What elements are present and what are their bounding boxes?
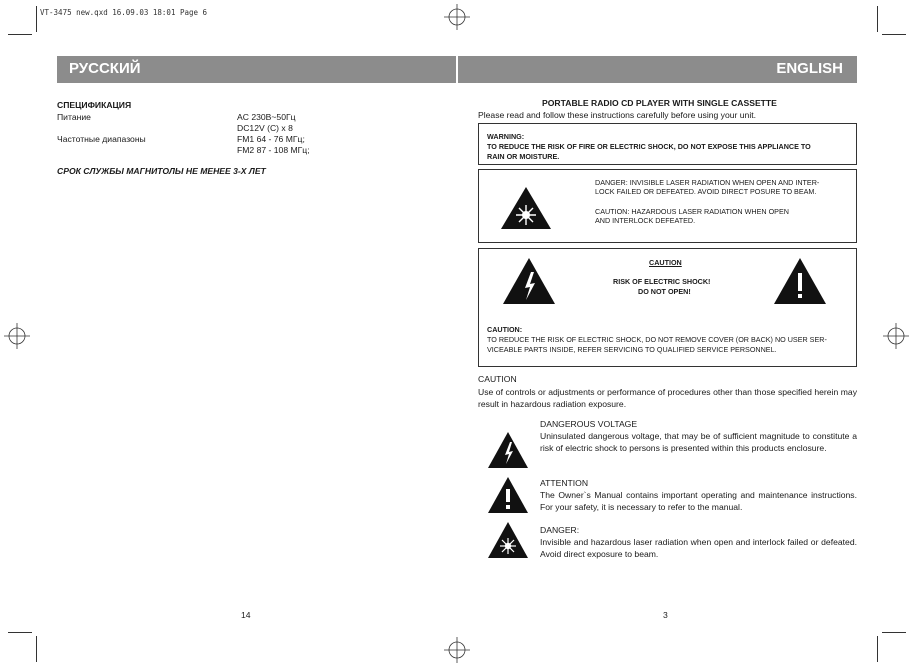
crop-mark — [882, 632, 906, 633]
lightning-triangle-icon — [501, 256, 557, 306]
exclamation-triangle-icon — [772, 256, 828, 306]
warning-title: WARNING: — [487, 132, 525, 141]
fm1-value: FM1 64 - 76 МГц; — [237, 134, 305, 144]
file-header: VT-3475 new.qxd 16.09.03 18:01 Page 6 — [40, 8, 208, 17]
symbol-title-danger: DANGER: — [540, 525, 580, 535]
laser-triangle-icon — [499, 185, 553, 231]
crop-mark — [882, 34, 906, 35]
warning-text-line2: RAIN OR MOISTURE. — [487, 152, 560, 161]
caution-title: CAUTION — [649, 258, 682, 267]
symbol-text-danger: Invisible and hazardous laser radiation when open and interlock failed or defeated. Avoid direct exposure to beam. — [540, 537, 857, 559]
left-page-number: 14 — [241, 610, 251, 620]
laser-triangle-icon — [486, 520, 530, 560]
left-header-title: РУССКИЙ — [69, 60, 141, 77]
left-header-bar — [57, 56, 456, 83]
lightning-triangle-icon — [486, 430, 530, 470]
warning-text-line1: TO REDUCE THE RISK OF FIRE OR ELECTRIC SHOCK, DO NOT EXPOSE THIS APPLIANCE TO — [487, 142, 811, 151]
symbol-text-voltage: Uninsulated dangerous voltage, that may be of sufficient magnitude to constitute a risk of electric shock to persons is presented within this products enclosure. — [540, 431, 857, 453]
laser-caution-line1: CAUTION: HAZARDOUS LASER RADIATION WHEN OPEN — [595, 207, 789, 216]
caution-heading: CAUTION — [478, 374, 517, 384]
symbol-text-attention: The Owner`s Manual contains important operating and maintenance instructions. For your safety, it is necessary to refer to the manual. — [540, 490, 857, 512]
laser-warning-box — [478, 169, 857, 243]
caution-text-line1: TO REDUCE THE RISK OF ELECTRIC SHOCK, DO NOT REMOVE COVER (OR BACK) NO USER SER- — [487, 335, 827, 344]
lifetime-note: СРОК СЛУЖБЫ МАГНИТОЛЫ НЕ МЕНЕЕ 3-Х ЛЕТ — [57, 166, 266, 176]
crop-mark — [36, 6, 37, 32]
crop-mark — [877, 6, 878, 32]
fm2-value: FM2 87 - 108 МГц; — [237, 145, 310, 155]
product-title: PORTABLE RADIO CD PLAYER WITH SINGLE CASSETTE — [542, 98, 777, 108]
laser-caution-line2: AND INTERLOCK DEFEATED. — [595, 216, 696, 225]
symbol-title-voltage: DANGEROUS VOLTAGE — [540, 419, 638, 429]
power-dc-value: DC12V (C) x 8 — [237, 123, 293, 133]
shock-caution-box — [478, 248, 857, 367]
symbol-title-attention: ATTENTION — [540, 478, 589, 488]
crop-mark — [877, 636, 878, 662]
registration-mark-icon — [883, 323, 909, 349]
freq-label: Частотные диапазоны — [57, 134, 146, 144]
risk-line2: DO NOT OPEN! — [638, 287, 691, 296]
registration-mark-icon — [444, 637, 470, 663]
registration-mark-icon — [444, 4, 470, 30]
intro-text: Please read and follow these instructions carefully before using your unit. — [478, 110, 757, 120]
right-header-bar — [458, 56, 857, 83]
exclamation-triangle-icon — [486, 475, 530, 515]
right-page-number: 3 — [663, 610, 668, 620]
crop-mark — [36, 636, 37, 662]
power-ac-value: AC 230В~50Гц — [237, 112, 296, 122]
registration-mark-icon — [4, 323, 30, 349]
warning-box — [478, 123, 857, 165]
laser-danger-line2: LOCK FAILED OR DEFEATED. AVOID DIRECT POSURE TO BEAM. — [595, 187, 817, 196]
spec-title: СПЕЦИФИКАЦИЯ — [57, 100, 132, 110]
caution-body: Use of controls or adjustments or performance of procedures other than those specified herein may result in hazardous radiation exposure. — [478, 387, 857, 409]
crop-mark — [8, 632, 32, 633]
laser-danger-line1: DANGER: INVISIBLE LASER RADIATION WHEN OPEN AND INTER- — [595, 178, 820, 187]
risk-line1: RISK OF ELECTRIC SHOCK! — [613, 277, 711, 286]
right-header-title: ENGLISH — [776, 60, 843, 77]
caution-text-line2: VICEABLE PARTS INSIDE, REFER SERVICING TO QUALIFIED SERVICE PERSONNEL. — [487, 345, 777, 354]
crop-mark — [8, 34, 32, 35]
power-label: Питание — [57, 112, 91, 122]
caution-label: CAUTION: — [487, 325, 523, 334]
